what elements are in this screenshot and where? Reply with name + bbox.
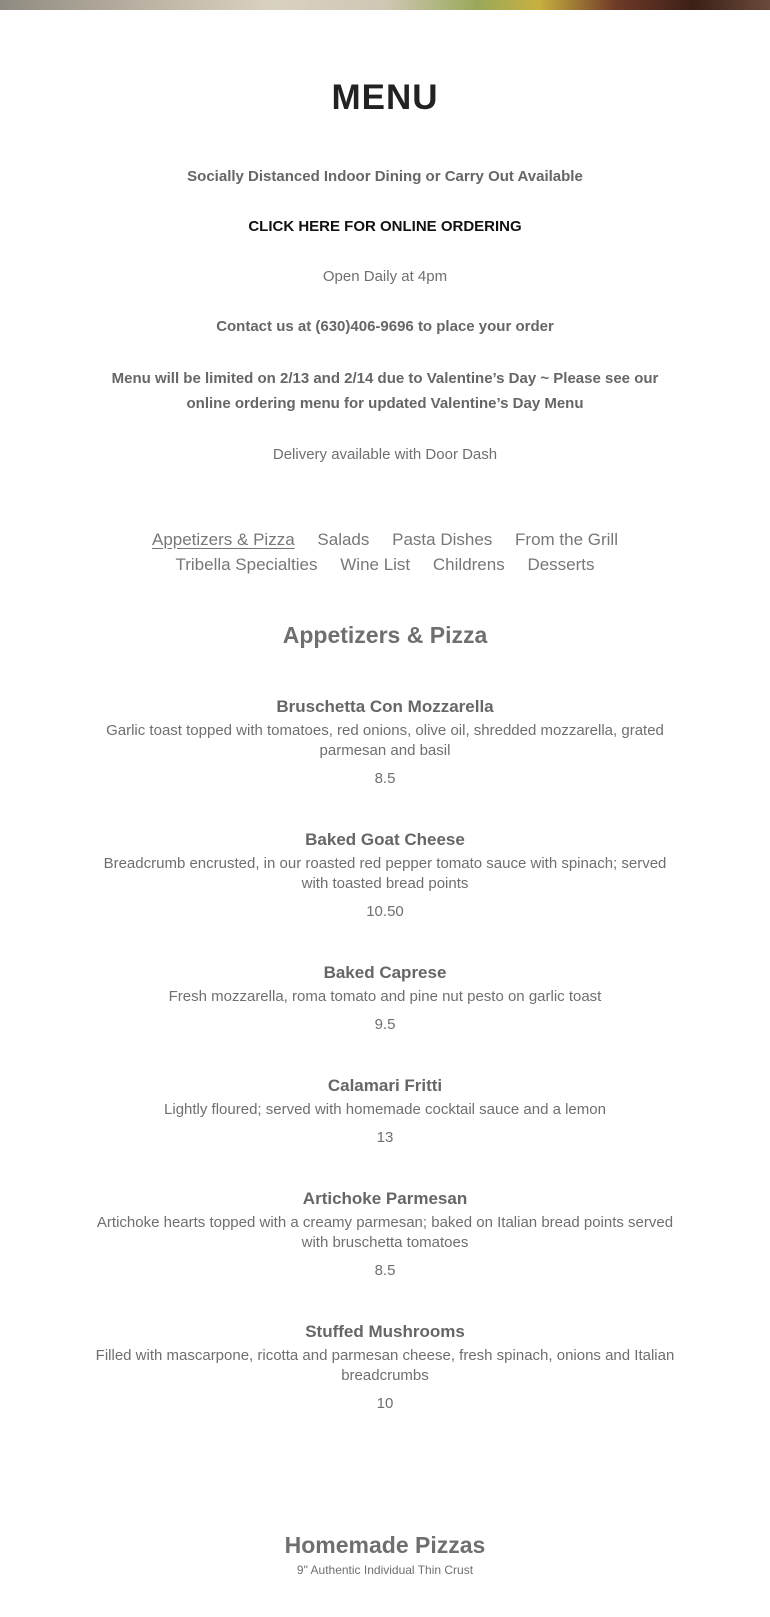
menu-item [0, 695, 770, 789]
section-title-appetizers: Appetizers & Pizza [282, 622, 488, 648]
menu-item-description: Artichoke hearts topped with a creamy parmesan; baked on Italian bread points served with bruschetta tomatoes [96, 1214, 674, 1251]
section-subtitle-pizzas: 9" Authentic Individual Thin Crust [296, 1563, 474, 1577]
menu-item-name: Artichoke Parmesan [302, 1189, 468, 1208]
nav-wine-list[interactable]: Wine List [340, 555, 411, 574]
nav-row-1 [0, 527, 770, 552]
nav-tribella-specialties[interactable]: Tribella Specialties [175, 555, 318, 574]
menu-item-price: 8.5 [374, 770, 396, 787]
nav-pasta-dishes[interactable]: Pasta Dishes [392, 530, 493, 549]
valentines-notice-line1: Menu will be limited on 2/13 and 2/14 due to Valentine’s Day ~ Please see our [111, 370, 659, 387]
online-ordering-link[interactable]: CLICK HERE FOR ONLINE ORDERING [248, 218, 522, 235]
nav-salads[interactable]: Salads [317, 530, 370, 549]
menu-item-price: 10.50 [366, 903, 404, 920]
menu-item-description: Garlic toast topped with tomatoes, red onions, olive oil, shredded mozzarella, grated parmesan and basil [106, 722, 664, 759]
menu-item-description: Filled with mascarpone, ricotta and parmesan cheese, fresh spinach, onions and Italian breadcrumbs [95, 1347, 675, 1384]
menu-item-name: Calamari Fritti [327, 1076, 443, 1095]
menu-item [0, 1320, 770, 1414]
page-title: MENU [331, 78, 439, 117]
menu-item-description: Fresh mozzarella, roma tomato and pine nut pesto on garlic toast [168, 988, 602, 1005]
menu-item [0, 961, 770, 1035]
menu-item-price: 13 [376, 1129, 394, 1146]
hero-image-strip [0, 0, 770, 10]
online-ordering-paragraph [0, 214, 770, 239]
section-title-pizzas: Homemade Pizzas [284, 1532, 486, 1558]
nav-childrens[interactable]: Childrens [432, 555, 505, 574]
nav-appetizers-pizza[interactable]: Appetizers & Pizza [151, 530, 295, 549]
valentines-notice-line2: online ordering menu for updated Valentine’s Day Menu [186, 395, 584, 412]
nav-desserts[interactable]: Desserts [527, 555, 595, 574]
valentines-notice [0, 366, 770, 416]
contact-info: Contact us at (630)406-9696 to place your order [216, 318, 554, 335]
hours-info: Open Daily at 4pm [322, 268, 448, 285]
menu-item [0, 828, 770, 922]
dining-info: Socially Distanced Indoor Dining or Carry Out Available [187, 168, 583, 185]
menu-item-name: Stuffed Mushrooms [305, 1322, 465, 1341]
menu-item-price: 10 [376, 1395, 394, 1412]
delivery-info: Delivery available with Door Dash [272, 446, 498, 463]
menu-item-name: Baked Goat Cheese [305, 830, 465, 849]
menu-item-name: Baked Caprese [323, 963, 447, 982]
menu-item-description: Lightly floured; served with homemade cocktail sauce and a lemon [164, 1101, 606, 1118]
nav-row-2 [0, 552, 770, 577]
menu-item-price: 8.5 [374, 1262, 396, 1279]
menu-category-nav [0, 527, 770, 577]
menu-item [0, 1187, 770, 1281]
menu-item-price: 9.5 [374, 1016, 396, 1033]
nav-from-the-grill[interactable]: From the Grill [515, 530, 618, 549]
menu-item-name: Bruschetta Con Mozzarella [276, 697, 494, 716]
menu-item [0, 1074, 770, 1148]
menu-item-description: Breadcrumb encrusted, in our roasted red pepper tomato sauce with spinach; served with toasted bread points [103, 855, 667, 892]
